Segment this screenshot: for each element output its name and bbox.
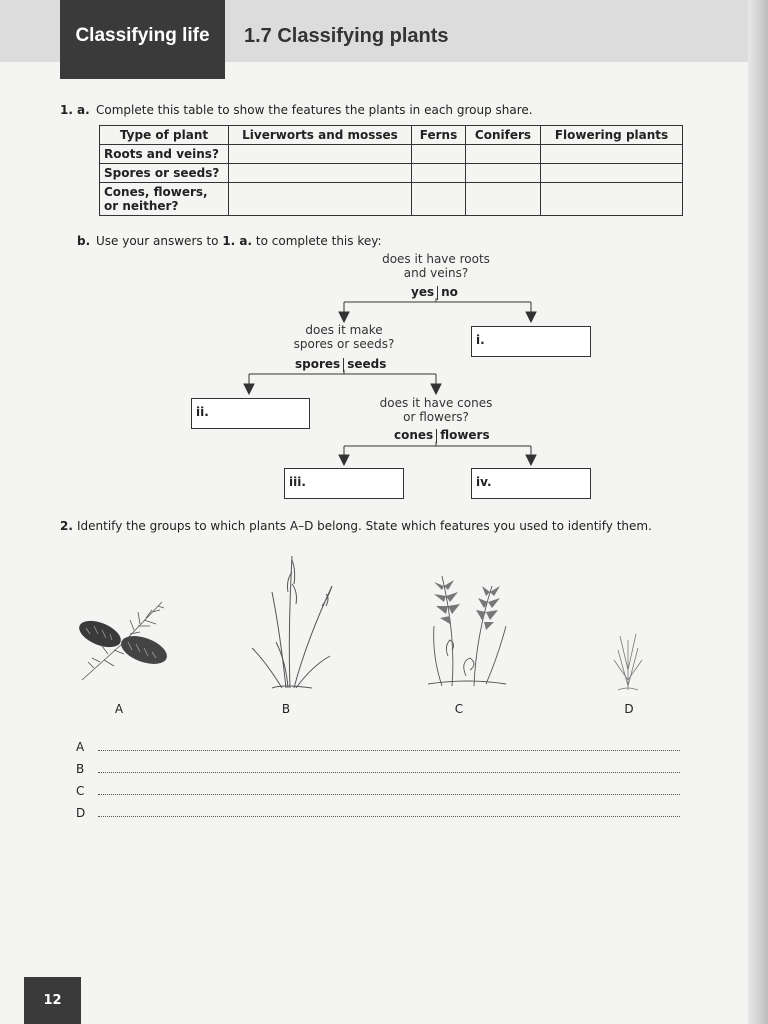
answer-box-iii[interactable]: iii. bbox=[284, 468, 404, 499]
key-option-yes: yes bbox=[411, 285, 435, 299]
question-1b-text-ref: 1. a. bbox=[222, 234, 253, 248]
question-2-text: Identify the groups to which plants A–D belong. State which features you used to identify them. bbox=[77, 519, 652, 533]
answer-line-a[interactable] bbox=[76, 740, 680, 754]
table-header: Ferns bbox=[412, 126, 466, 145]
answer-line-letter: B bbox=[76, 762, 85, 776]
key-question-roots-veins: does it have roots and veins? bbox=[382, 252, 490, 280]
question-1a-label: a. bbox=[77, 103, 90, 117]
row-label: Cones, flowers, or neither? bbox=[100, 183, 229, 216]
answer-line-letter: D bbox=[76, 806, 86, 820]
key-option-seeds: seeds bbox=[347, 357, 387, 371]
answer-line-dots[interactable] bbox=[98, 806, 680, 817]
answer-line-letter: C bbox=[76, 784, 85, 798]
row-label: Spores or seeds? bbox=[100, 164, 229, 183]
table-header: Flowering plants bbox=[541, 126, 683, 145]
plant-c-label: C bbox=[454, 702, 464, 716]
plant-a-label: A bbox=[114, 702, 124, 716]
plant-b-grass-illustration bbox=[246, 552, 338, 692]
plant-a-conifer-illustration bbox=[74, 592, 170, 688]
answer-box-iv[interactable]: iv. bbox=[471, 468, 591, 499]
answer-box-ii[interactable]: ii. bbox=[191, 398, 310, 429]
key-option-cones: cones bbox=[394, 428, 434, 442]
question-1-number: 1. bbox=[60, 103, 73, 117]
question-2-number: 2. bbox=[60, 519, 73, 533]
answer-line-dots[interactable] bbox=[98, 740, 680, 751]
plant-c-fern-illustration bbox=[422, 566, 518, 690]
chapter-tab: Classifying life bbox=[60, 0, 225, 79]
plant-d-moss-illustration bbox=[610, 630, 646, 692]
answer-line-dots[interactable] bbox=[98, 762, 680, 773]
question-1b-text-post: to complete this key: bbox=[255, 234, 382, 248]
question-1b-text-pre: Use your answers to bbox=[96, 234, 219, 248]
key-option-flowers: flowers bbox=[440, 428, 490, 442]
key-options-spores-seeds bbox=[295, 357, 386, 372]
answer-line-letter: A bbox=[76, 740, 85, 754]
key-option-no: no bbox=[441, 285, 458, 299]
key-option-spores: spores bbox=[295, 357, 341, 371]
table-header: Conifers bbox=[466, 126, 541, 145]
row-label: Roots and veins? bbox=[100, 145, 229, 164]
plant-b-label: B bbox=[281, 702, 291, 716]
table-header: Type of plant bbox=[100, 126, 229, 145]
key-question-spores-seeds: does it make spores or seeds? bbox=[293, 323, 395, 351]
page-number: 12 bbox=[24, 977, 81, 1024]
answer-line-dots[interactable] bbox=[98, 784, 680, 795]
answer-line-b[interactable] bbox=[76, 762, 680, 776]
key-options-yes-no bbox=[411, 285, 458, 300]
table-header: Liverworts and mosses bbox=[229, 126, 412, 145]
answer-line-c[interactable] bbox=[76, 784, 680, 798]
answer-box-i[interactable]: i. bbox=[471, 326, 591, 357]
question-1b-label: b. bbox=[77, 234, 91, 248]
question-1a-text: Complete this table to show the features the plants in each group share. bbox=[96, 103, 533, 117]
plant-d-label: D bbox=[624, 702, 634, 716]
section-title: 1.7 Classifying plants bbox=[244, 25, 449, 47]
answer-line-d[interactable] bbox=[76, 806, 680, 820]
key-options-cones-flowers bbox=[394, 428, 490, 443]
key-question-cones-flowers: does it have cones or flowers? bbox=[379, 396, 493, 424]
